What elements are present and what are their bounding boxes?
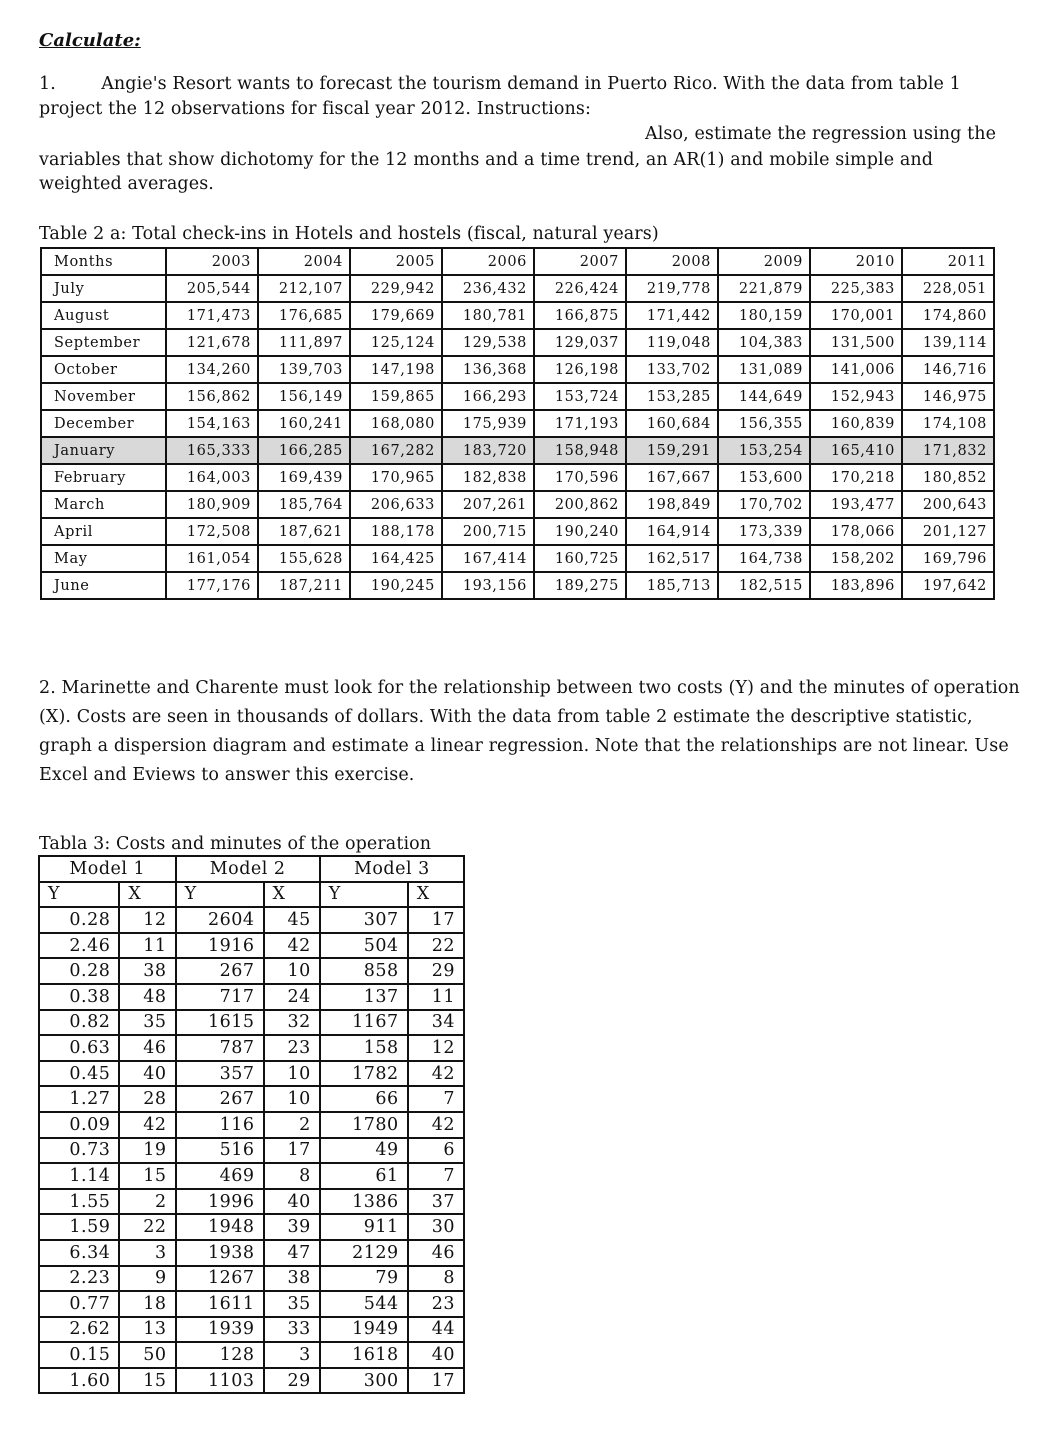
minutes-x-value: 23: [408, 1291, 464, 1317]
checkins-value: 167,667: [626, 464, 718, 491]
minutes-x-value: 40: [119, 1061, 175, 1087]
minutes-x-value: 46: [408, 1240, 464, 1266]
checkins-value: 153,254: [718, 437, 810, 464]
checkins-value: 155,628: [258, 545, 350, 572]
checkins-value: 164,914: [626, 518, 718, 545]
cost-y-value: 1780: [320, 1112, 408, 1138]
checkins-value: 228,051: [902, 275, 994, 302]
cost-y-value: 1.55: [39, 1189, 119, 1215]
checkins-value: 172,508: [166, 518, 258, 545]
month-label: July: [41, 275, 166, 302]
table-row: [41, 383, 994, 410]
minutes-x-value: 11: [119, 933, 175, 959]
minutes-x-value: 39: [264, 1214, 320, 1240]
checkins-value: 159,865: [350, 383, 442, 410]
cost-y-value: 6.34: [39, 1240, 119, 1266]
minutes-x-value: 35: [119, 1010, 175, 1036]
checkins-value: 139,703: [258, 356, 350, 383]
checkins-value: 174,860: [902, 302, 994, 329]
checkins-value: 153,600: [718, 464, 810, 491]
minutes-x-value: 42: [408, 1112, 464, 1138]
checkins-value: 156,149: [258, 383, 350, 410]
table-row: [39, 1266, 464, 1292]
checkins-value: 166,293: [442, 383, 534, 410]
variable-header: X: [119, 882, 175, 908]
checkins-value: 183,896: [810, 572, 902, 599]
checkins-value: 104,383: [718, 329, 810, 356]
checkins-value: 200,643: [902, 491, 994, 518]
month-label: March: [41, 491, 166, 518]
month-label: April: [41, 518, 166, 545]
table-row: [41, 491, 994, 518]
table-row: [39, 1010, 464, 1036]
cost-y-value: 1618: [320, 1342, 408, 1368]
checkins-value: 174,108: [902, 410, 994, 437]
cost-y-value: 0.28: [39, 958, 119, 984]
checkins-value: 160,725: [534, 545, 626, 572]
minutes-x-value: 22: [119, 1214, 175, 1240]
variable-header: Y: [176, 882, 264, 908]
checkins-value: 180,781: [442, 302, 534, 329]
checkins-value: 226,424: [534, 275, 626, 302]
checkins-value: 164,425: [350, 545, 442, 572]
minutes-x-value: 38: [264, 1266, 320, 1292]
checkins-value: 180,909: [166, 491, 258, 518]
minutes-x-value: 44: [408, 1317, 464, 1343]
model-header: Model 3: [320, 856, 464, 882]
cost-y-value: 1.60: [39, 1368, 119, 1394]
checkins-value: 205,544: [166, 275, 258, 302]
table-row: [41, 518, 994, 545]
minutes-x-value: 29: [408, 958, 464, 984]
table-row: [39, 1163, 464, 1189]
checkins-value: 153,285: [626, 383, 718, 410]
checkins-value: 158,202: [810, 545, 902, 572]
column-header-year: 2010: [810, 248, 902, 275]
table-header-row: [41, 248, 994, 275]
cost-y-value: 116: [176, 1112, 264, 1138]
cost-y-value: 0.38: [39, 984, 119, 1010]
minutes-x-value: 7: [408, 1086, 464, 1112]
table-row: [39, 1317, 464, 1343]
cost-y-value: 0.63: [39, 1035, 119, 1061]
checkins-value: 179,669: [350, 302, 442, 329]
minutes-x-value: 12: [119, 907, 175, 933]
question-1-line-2: project the 12 observations for fiscal year 2012. Instructions:: [39, 99, 591, 119]
table-row: [39, 1035, 464, 1061]
minutes-x-value: 23: [264, 1035, 320, 1061]
month-label: June: [41, 572, 166, 599]
minutes-x-value: 3: [119, 1240, 175, 1266]
checkins-value: 190,240: [534, 518, 626, 545]
cost-y-value: 1938: [176, 1240, 264, 1266]
minutes-x-value: 28: [119, 1086, 175, 1112]
month-label: February: [41, 464, 166, 491]
checkins-value: 190,245: [350, 572, 442, 599]
table-3-caption: Tabla 3: Costs and minutes of the operation: [39, 834, 432, 854]
cost-y-value: 2.62: [39, 1317, 119, 1343]
checkins-value: 152,943: [810, 383, 902, 410]
checkins-value: 158,948: [534, 437, 626, 464]
cost-y-value: 544: [320, 1291, 408, 1317]
checkins-value: 198,849: [626, 491, 718, 518]
minutes-x-value: 22: [408, 933, 464, 959]
heading: Calculate:: [39, 30, 141, 51]
minutes-x-value: 45: [264, 907, 320, 933]
cost-y-value: 137: [320, 984, 408, 1010]
checkins-value: 160,839: [810, 410, 902, 437]
checkins-value: 146,716: [902, 356, 994, 383]
checkins-value: 197,642: [902, 572, 994, 599]
checkins-value: 119,048: [626, 329, 718, 356]
table-row: [41, 572, 994, 599]
cost-y-value: 504: [320, 933, 408, 959]
minutes-x-value: 42: [264, 933, 320, 959]
table-row: [39, 1214, 464, 1240]
cost-y-value: 300: [320, 1368, 408, 1394]
cost-y-value: 1611: [176, 1291, 264, 1317]
question-1-line-5: weighted averages.: [39, 174, 214, 194]
column-header-year: 2009: [718, 248, 810, 275]
checkins-value: 207,261: [442, 491, 534, 518]
variable-header-row: [39, 882, 464, 908]
checkins-value: 180,852: [902, 464, 994, 491]
cost-y-value: 0.09: [39, 1112, 119, 1138]
table-row: [39, 933, 464, 959]
minutes-x-value: 10: [264, 958, 320, 984]
minutes-x-value: 33: [264, 1317, 320, 1343]
minutes-x-value: 2: [119, 1189, 175, 1215]
column-header-year: 2011: [902, 248, 994, 275]
checkins-value: 160,684: [626, 410, 718, 437]
checkins-value: 169,796: [902, 545, 994, 572]
cost-y-value: 2.46: [39, 933, 119, 959]
question-1-line-3: Also, estimate the regression using the: [645, 124, 997, 144]
minutes-x-value: 15: [119, 1163, 175, 1189]
cost-y-value: 1948: [176, 1214, 264, 1240]
cost-y-value: 1949: [320, 1317, 408, 1343]
table-row: [41, 437, 994, 464]
cost-y-value: 357: [176, 1061, 264, 1087]
checkins-value: 166,285: [258, 437, 350, 464]
minutes-x-value: 17: [408, 1368, 464, 1394]
model-header-row: [39, 856, 464, 882]
cost-y-value: 1.14: [39, 1163, 119, 1189]
cost-y-value: 787: [176, 1035, 264, 1061]
table-row: [41, 329, 994, 356]
checkins-value: 206,633: [350, 491, 442, 518]
cost-y-value: 1386: [320, 1189, 408, 1215]
month-label: December: [41, 410, 166, 437]
checkins-value: 178,066: [810, 518, 902, 545]
cost-y-value: 1916: [176, 933, 264, 959]
checkins-value: 171,473: [166, 302, 258, 329]
column-header-year: 2007: [534, 248, 626, 275]
table-row: [41, 302, 994, 329]
cost-y-value: 1782: [320, 1061, 408, 1087]
minutes-x-value: 42: [119, 1112, 175, 1138]
table-row: [39, 1240, 464, 1266]
checkins-value: 126,198: [534, 356, 626, 383]
checkins-value: 169,439: [258, 464, 350, 491]
checkins-value: 187,621: [258, 518, 350, 545]
checkins-value: 146,975: [902, 383, 994, 410]
cost-y-value: 911: [320, 1214, 408, 1240]
checkins-value: 131,500: [810, 329, 902, 356]
checkins-value: 221,879: [718, 275, 810, 302]
cost-y-value: 2.23: [39, 1266, 119, 1292]
checkins-value: 147,198: [350, 356, 442, 383]
checkins-value: 168,080: [350, 410, 442, 437]
checkins-value: 156,355: [718, 410, 810, 437]
checkins-value: 171,442: [626, 302, 718, 329]
minutes-x-value: 7: [408, 1163, 464, 1189]
checkins-value: 136,368: [442, 356, 534, 383]
cost-y-value: 66: [320, 1086, 408, 1112]
checkins-value: 170,596: [534, 464, 626, 491]
cost-y-value: 158: [320, 1035, 408, 1061]
cost-y-value: 1.59: [39, 1214, 119, 1240]
minutes-x-value: 3: [264, 1342, 320, 1368]
minutes-x-value: 42: [408, 1061, 464, 1087]
checkins-value: 219,778: [626, 275, 718, 302]
checkins-value: 162,517: [626, 545, 718, 572]
variable-header: Y: [39, 882, 119, 908]
cost-y-value: 1615: [176, 1010, 264, 1036]
minutes-x-value: 50: [119, 1342, 175, 1368]
variable-header: X: [264, 882, 320, 908]
checkins-value: 170,001: [810, 302, 902, 329]
month-label: May: [41, 545, 166, 572]
checkins-value: 200,715: [442, 518, 534, 545]
checkins-value: 166,875: [534, 302, 626, 329]
minutes-x-value: 15: [119, 1368, 175, 1394]
checkins-value: 164,003: [166, 464, 258, 491]
checkins-value: 133,702: [626, 356, 718, 383]
checkins-value: 201,127: [902, 518, 994, 545]
cost-y-value: 1267: [176, 1266, 264, 1292]
cost-y-value: 267: [176, 1086, 264, 1112]
minutes-x-value: 6: [408, 1138, 464, 1164]
minutes-x-value: 37: [408, 1189, 464, 1215]
table-row: [39, 984, 464, 1010]
minutes-x-value: 40: [264, 1189, 320, 1215]
minutes-x-value: 48: [119, 984, 175, 1010]
checkins-value: 121,678: [166, 329, 258, 356]
cost-y-value: 267: [176, 958, 264, 984]
column-header-months: Months: [41, 248, 166, 275]
column-header-year: 2005: [350, 248, 442, 275]
checkins-value: 141,006: [810, 356, 902, 383]
variable-header: Y: [320, 882, 408, 908]
minutes-x-value: 32: [264, 1010, 320, 1036]
checkins-value: 167,282: [350, 437, 442, 464]
checkins-value: 193,477: [810, 491, 902, 518]
cost-y-value: 0.82: [39, 1010, 119, 1036]
minutes-x-value: 2: [264, 1112, 320, 1138]
table-row: [39, 1086, 464, 1112]
column-header-year: 2006: [442, 248, 534, 275]
checkins-value: 153,724: [534, 383, 626, 410]
minutes-x-value: 12: [408, 1035, 464, 1061]
table-row: [39, 1342, 464, 1368]
cost-y-value: 717: [176, 984, 264, 1010]
cost-y-value: 2604: [176, 907, 264, 933]
checkins-value: 182,838: [442, 464, 534, 491]
checkins-value: 125,124: [350, 329, 442, 356]
checkins-value: 139,114: [902, 329, 994, 356]
minutes-x-value: 46: [119, 1035, 175, 1061]
minutes-x-value: 34: [408, 1010, 464, 1036]
checkins-value: 185,764: [258, 491, 350, 518]
table-row: [41, 410, 994, 437]
model-header: Model 2: [176, 856, 320, 882]
minutes-x-value: 10: [264, 1061, 320, 1087]
checkins-value: 144,649: [718, 383, 810, 410]
minutes-x-value: 40: [408, 1342, 464, 1368]
cost-y-value: 0.28: [39, 907, 119, 933]
checkins-table: [40, 247, 995, 600]
checkins-value: 134,260: [166, 356, 258, 383]
checkins-value: 225,383: [810, 275, 902, 302]
minutes-x-value: 24: [264, 984, 320, 1010]
checkins-value: 171,832: [902, 437, 994, 464]
checkins-value: 229,942: [350, 275, 442, 302]
table-row: [39, 1368, 464, 1394]
month-label: September: [41, 329, 166, 356]
month-label: August: [41, 302, 166, 329]
column-header-year: 2003: [166, 248, 258, 275]
minutes-x-value: 13: [119, 1317, 175, 1343]
checkins-value: 154,163: [166, 410, 258, 437]
minutes-x-value: 17: [408, 907, 464, 933]
question-1-line-1: 1. Angie's Resort wants to forecast the tourism demand in Puerto Rico. With the data from table 1: [39, 74, 961, 94]
checkins-value: 159,291: [626, 437, 718, 464]
cost-y-value: 1939: [176, 1317, 264, 1343]
column-header-year: 2008: [626, 248, 718, 275]
table-row: [39, 1189, 464, 1215]
month-label: November: [41, 383, 166, 410]
cost-y-value: 49: [320, 1138, 408, 1164]
cost-y-value: 61: [320, 1163, 408, 1189]
question-1-line-4: variables that show dichotomy for the 12 months and a time trend, an AR(1) and mobile simple and: [39, 150, 934, 170]
cost-y-value: 0.15: [39, 1342, 119, 1368]
minutes-x-value: 29: [264, 1368, 320, 1394]
minutes-x-value: 35: [264, 1291, 320, 1317]
minutes-x-value: 11: [408, 984, 464, 1010]
question-2-text: 2. Marinette and Charente must look for the relationship between two costs (Y) and the minutes of operation (X). Costs are seen in thousands of dollars. With the data from table 2 estimate the descriptive statistic, graph a dispersion diagram and estimate a linear regression. Note that the relationships are not linear. Use Excel and Eviews to answer this exercise.: [39, 678, 1020, 785]
month-label: January: [41, 437, 166, 464]
variable-header: X: [408, 882, 464, 908]
cost-y-value: 858: [320, 958, 408, 984]
cost-y-value: 1103: [176, 1368, 264, 1394]
checkins-value: 173,339: [718, 518, 810, 545]
checkins-value: 187,211: [258, 572, 350, 599]
costs-minutes-table: [38, 855, 465, 1394]
cost-y-value: 1167: [320, 1010, 408, 1036]
cost-y-value: 516: [176, 1138, 264, 1164]
table-row: [41, 356, 994, 383]
checkins-value: 165,410: [810, 437, 902, 464]
checkins-value: 170,965: [350, 464, 442, 491]
table-row: [39, 1061, 464, 1087]
minutes-x-value: 8: [264, 1163, 320, 1189]
cost-y-value: 128: [176, 1342, 264, 1368]
checkins-value: 175,939: [442, 410, 534, 437]
minutes-x-value: 10: [264, 1086, 320, 1112]
checkins-value: 165,333: [166, 437, 258, 464]
cost-y-value: 0.45: [39, 1061, 119, 1087]
checkins-value: 164,738: [718, 545, 810, 572]
checkins-value: 156,862: [166, 383, 258, 410]
checkins-value: 188,178: [350, 518, 442, 545]
checkins-value: 129,538: [442, 329, 534, 356]
minutes-x-value: 19: [119, 1138, 175, 1164]
cost-y-value: 1.27: [39, 1086, 119, 1112]
checkins-value: 167,414: [442, 545, 534, 572]
table-row: [39, 1138, 464, 1164]
table-row: [39, 958, 464, 984]
minutes-x-value: 8: [408, 1266, 464, 1292]
checkins-value: 111,897: [258, 329, 350, 356]
checkins-value: 189,275: [534, 572, 626, 599]
cost-y-value: 79: [320, 1266, 408, 1292]
checkins-value: 212,107: [258, 275, 350, 302]
table-row: [41, 464, 994, 491]
checkins-value: 180,159: [718, 302, 810, 329]
checkins-value: 161,054: [166, 545, 258, 572]
column-header-year: 2004: [258, 248, 350, 275]
minutes-x-value: 18: [119, 1291, 175, 1317]
checkins-value: 176,685: [258, 302, 350, 329]
minutes-x-value: 47: [264, 1240, 320, 1266]
checkins-value: 170,702: [718, 491, 810, 518]
cost-y-value: 0.77: [39, 1291, 119, 1317]
table-row: [39, 1112, 464, 1138]
cost-y-value: 0.73: [39, 1138, 119, 1164]
checkins-value: 131,089: [718, 356, 810, 383]
cost-y-value: 307: [320, 907, 408, 933]
checkins-value: 171,193: [534, 410, 626, 437]
table-row: [39, 907, 464, 933]
checkins-value: 183,720: [442, 437, 534, 464]
cost-y-value: 1996: [176, 1189, 264, 1215]
checkins-value: 160,241: [258, 410, 350, 437]
table-1-caption: Table 2 a: Total check-ins in Hotels and hostels (fiscal, natural years): [39, 224, 659, 244]
minutes-x-value: 38: [119, 958, 175, 984]
checkins-value: 177,176: [166, 572, 258, 599]
checkins-value: 170,218: [810, 464, 902, 491]
table-row: [41, 545, 994, 572]
checkins-value: 182,515: [718, 572, 810, 599]
checkins-value: 193,156: [442, 572, 534, 599]
cost-y-value: 2129: [320, 1240, 408, 1266]
minutes-x-value: 9: [119, 1266, 175, 1292]
minutes-x-value: 30: [408, 1214, 464, 1240]
month-label: October: [41, 356, 166, 383]
cost-y-value: 469: [176, 1163, 264, 1189]
checkins-value: 129,037: [534, 329, 626, 356]
model-header: Model 1: [39, 856, 176, 882]
checkins-value: 185,713: [626, 572, 718, 599]
table-row: [39, 1291, 464, 1317]
table-row: [41, 275, 994, 302]
minutes-x-value: 17: [264, 1138, 320, 1164]
checkins-value: 236,432: [442, 275, 534, 302]
checkins-value: 200,862: [534, 491, 626, 518]
